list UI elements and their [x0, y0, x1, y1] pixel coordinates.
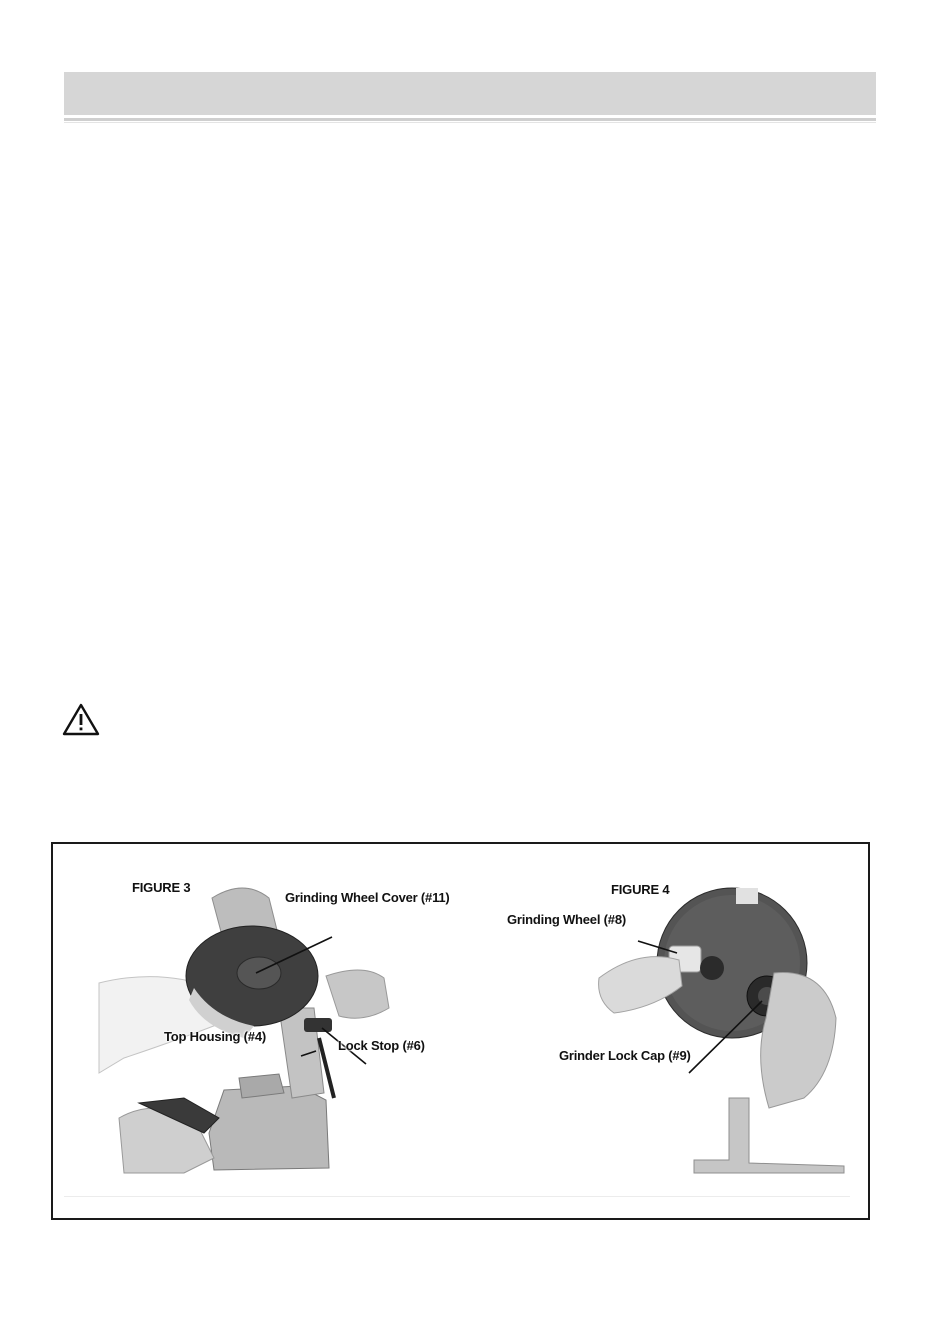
figure-3-title: FIGURE 3 — [132, 880, 191, 895]
warning-triangle-icon — [62, 703, 100, 736]
header-divider — [64, 118, 876, 121]
callout-grinding-wheel-cover: Grinding Wheel Cover (#11) — [285, 890, 450, 905]
callout-grinder-lock-cap: Grinder Lock Cap (#9) — [559, 1048, 691, 1063]
callout-lock-stop: Lock Stop (#6) — [338, 1038, 425, 1053]
figure-frame — [51, 842, 870, 1220]
callout-grinding-wheel: Grinding Wheel (#8) — [507, 912, 626, 927]
figure-4-title: FIGURE 4 — [611, 882, 670, 897]
figure-panel — [64, 868, 850, 1197]
section-header-bar — [64, 72, 876, 115]
header-divider-thin — [64, 122, 876, 123]
figure-3-illustration — [64, 868, 484, 1196]
callout-top-housing: Top Housing (#4) — [164, 1029, 266, 1044]
